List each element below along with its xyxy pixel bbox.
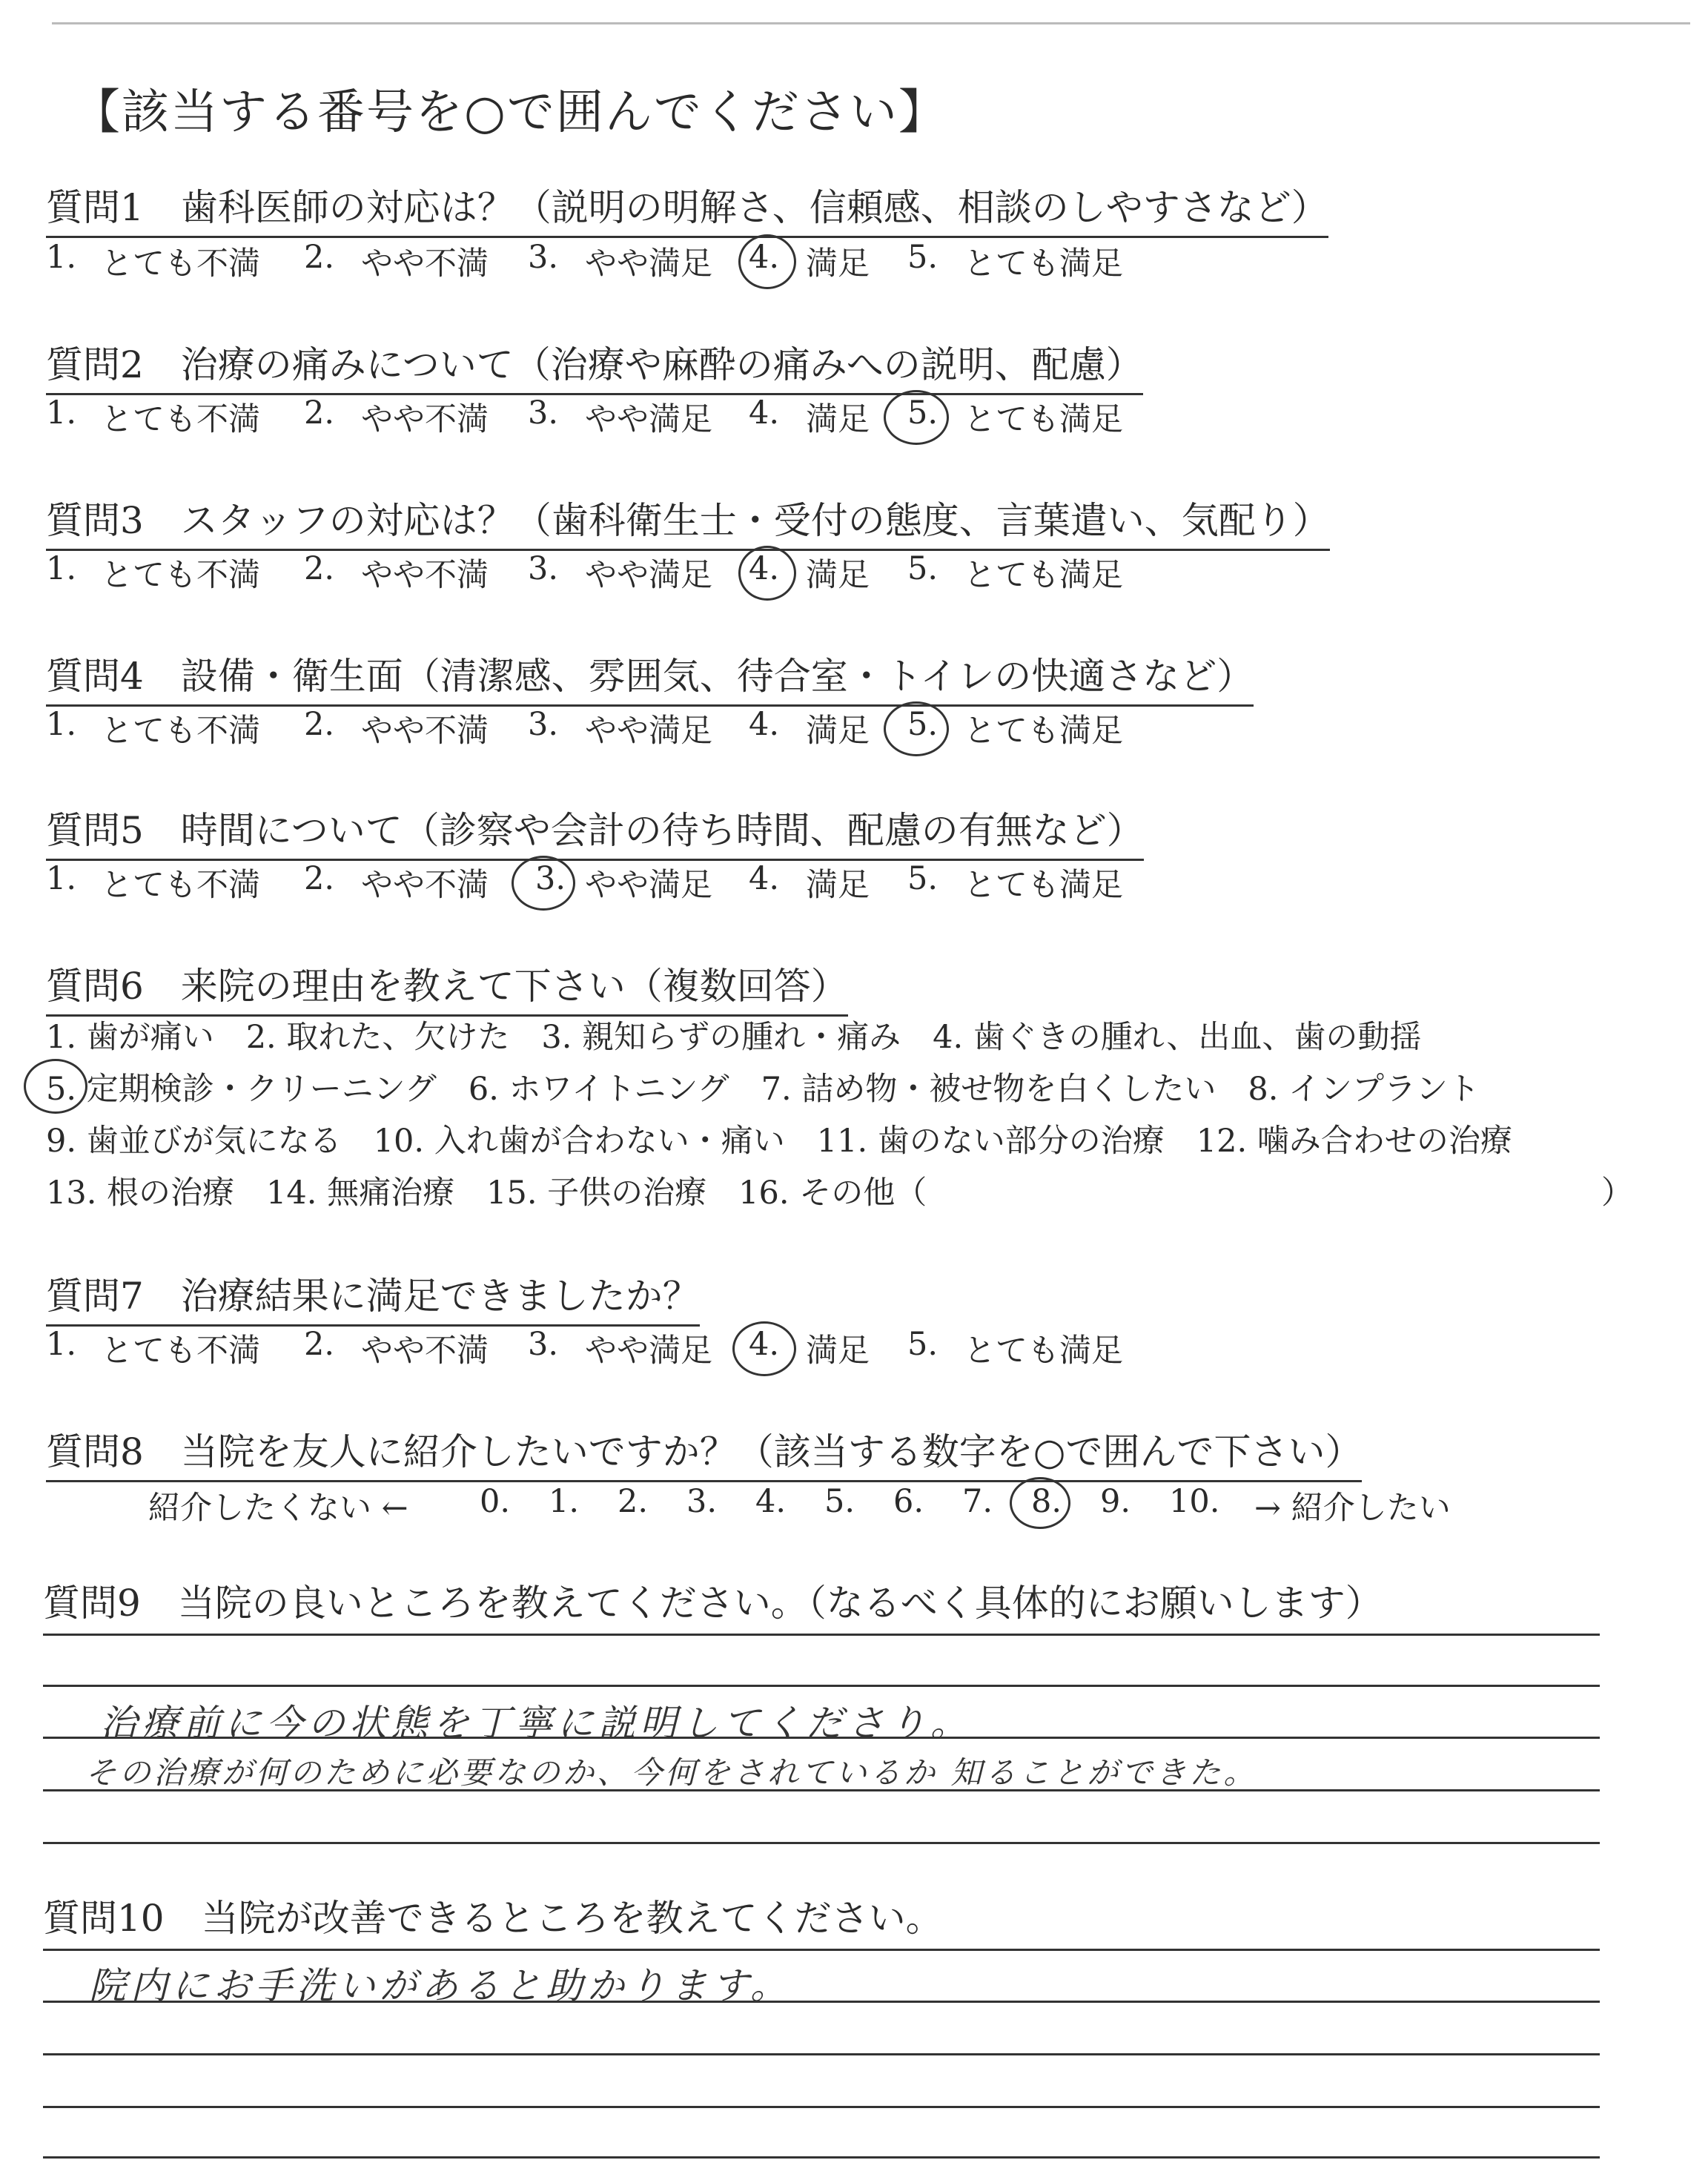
q6-other-close-paren: ） bbox=[1601, 1175, 1633, 1212]
q10-answer-rule-1 bbox=[43, 1949, 1600, 1951]
q3-opt-2-label: やや不満 bbox=[361, 557, 489, 594]
q2-opt-5-num[interactable]: 5. bbox=[907, 394, 939, 432]
q10-answer-rule-4 bbox=[43, 2106, 1600, 2108]
q4-opt-4-num[interactable]: 4. bbox=[749, 706, 780, 743]
q8-scale-6[interactable]: 6. bbox=[893, 1483, 924, 1520]
q7-opt-5-label: とても満足 bbox=[964, 1332, 1123, 1370]
q2-opt-2-num[interactable]: 2. bbox=[304, 394, 335, 432]
q9-answer-rule-5 bbox=[43, 1842, 1600, 1844]
q6-reason-line-2: 5. 定期検診・クリーニング 6. ホワイトニング 7. 詰め物・被せ物を白くしたい 8. インプラント bbox=[46, 1071, 1480, 1108]
q10-answer-rule-5 bbox=[43, 2156, 1600, 2159]
q8-scale-1[interactable]: 1. bbox=[549, 1483, 580, 1520]
q1-opt-5-num[interactable]: 5. bbox=[907, 239, 939, 276]
q7-opt-1-label: とても不満 bbox=[101, 1332, 260, 1370]
q7-opt-3-num[interactable]: 3. bbox=[528, 1326, 559, 1363]
q7-opt-2-label: やや不満 bbox=[361, 1332, 489, 1370]
q9-answer-rule-1 bbox=[43, 1634, 1600, 1636]
q2-opt-3-label: やや満足 bbox=[585, 401, 712, 438]
q4-opt-5-label: とても満足 bbox=[964, 713, 1123, 750]
q10-answer-rule-3 bbox=[43, 2053, 1600, 2055]
question-4-heading: 質問4 設備・衛生面（清潔感、雰囲気、待合室・トイレの快適さなど） bbox=[46, 647, 1254, 707]
q1-selection-circle bbox=[738, 234, 796, 289]
q4-opt-3-label: やや満足 bbox=[585, 713, 712, 750]
q5-selection-circle bbox=[512, 856, 575, 911]
q9-handwritten-line-2: その治療が何のために必要なのか、今何をされているか 知ることができた。 bbox=[85, 1754, 1258, 1791]
q8-scale-row bbox=[46, 1483, 1618, 1527]
q3-opt-1-label: とても不満 bbox=[101, 557, 260, 594]
q5-opt-1-label: とても不満 bbox=[101, 867, 260, 904]
q4-selection-circle bbox=[884, 701, 949, 756]
q5-opt-5-label: とても満足 bbox=[964, 867, 1123, 904]
q5-opt-1-num[interactable]: 1. bbox=[46, 860, 77, 897]
q7-opt-1-num[interactable]: 1. bbox=[46, 1326, 77, 1363]
q8-scale-4[interactable]: 4. bbox=[755, 1483, 787, 1520]
q8-scale-9[interactable]: 9. bbox=[1100, 1483, 1131, 1520]
q5-opt-4-label: 満足 bbox=[806, 867, 870, 904]
q5-opt-5-num[interactable]: 5. bbox=[907, 860, 939, 897]
question-1-heading: 質問1 歯科医師の対応は？（説明の明解さ、信頼感、相談のしやすさなど） bbox=[46, 178, 1328, 238]
q1-opt-4-num[interactable]: 4. bbox=[749, 239, 780, 276]
q8-scale-2[interactable]: 2. bbox=[618, 1483, 649, 1520]
question-6-heading: 質問6 来院の理由を教えて下さい（複数回答） bbox=[46, 957, 848, 1017]
question-2-heading: 質問2 治療の痛みについて（治療や麻酔の痛みへの説明、配慮） bbox=[46, 335, 1143, 395]
q8-scale-10[interactable]: 10. bbox=[1169, 1483, 1220, 1520]
q7-opt-4-label: 満足 bbox=[806, 1332, 870, 1370]
page-title: 【該当する番号を○で囲んでください】 bbox=[73, 85, 947, 140]
q7-selection-circle bbox=[732, 1321, 796, 1376]
q3-opt-3-num[interactable]: 3. bbox=[528, 550, 559, 587]
q2-opt-2-label: やや不満 bbox=[361, 401, 489, 438]
q8-scale-5[interactable]: 5. bbox=[824, 1483, 855, 1520]
q1-opt-1-label: とても不満 bbox=[101, 245, 260, 283]
question-7-heading: 質問7 治療結果に満足できましたか？ bbox=[46, 1266, 700, 1327]
q2-opt-4-label: 満足 bbox=[806, 401, 870, 438]
q9-handwritten-line-1: 治療前に今の状態を丁寧に説明してくださり。 bbox=[100, 1702, 972, 1745]
q8-right-label: → 紹介したい bbox=[1254, 1490, 1451, 1527]
q1-opt-2-label: やや不満 bbox=[361, 245, 489, 283]
q4-opt-2-label: やや不満 bbox=[361, 713, 489, 750]
q10-handwritten-line-1: 院内にお手洗いがあると助かります。 bbox=[89, 1964, 792, 2007]
q3-opt-3-label: やや満足 bbox=[585, 557, 712, 594]
q5-opt-3-label: やや満足 bbox=[585, 867, 712, 904]
q6-reason-line-4: 13. 根の治療 14. 無痛治療 15. 子供の治療 16. その他（ bbox=[46, 1175, 927, 1212]
q8-left-label: 紹介したくない ← bbox=[148, 1490, 408, 1527]
q3-opt-4-label: 満足 bbox=[806, 557, 870, 594]
q2-opt-5-label: とても満足 bbox=[964, 401, 1123, 438]
q1-opt-3-num[interactable]: 3. bbox=[528, 239, 559, 276]
q7-opt-3-label: やや満足 bbox=[585, 1332, 712, 1370]
q1-opt-5-label: とても満足 bbox=[964, 245, 1123, 283]
q8-scale-8[interactable]: 8. bbox=[1031, 1483, 1062, 1520]
q6-reason-line-3: 9. 歯並びが気になる 10. 入れ歯が合わない・痛い 11. 歯のない部分の治療 12. 噛み合わせの治療 bbox=[46, 1123, 1512, 1160]
q4-opt-3-num[interactable]: 3. bbox=[528, 706, 559, 743]
q4-opt-1-label: とても不満 bbox=[101, 713, 260, 750]
q3-opt-5-num[interactable]: 5. bbox=[907, 550, 939, 587]
q3-selection-circle bbox=[738, 546, 796, 601]
question-9-heading: 質問9 当院の良いところを教えてください。（なるべく具体的にお願いします） bbox=[43, 1582, 1383, 1625]
q6-reason-line-1: 1. 歯が痛い 2. 取れた、欠けた 3. 親知らずの腫れ・痛み 4. 歯ぐきの腫れ、出血、歯の動揺 bbox=[46, 1019, 1422, 1056]
q4-opt-5-num[interactable]: 5. bbox=[907, 706, 939, 743]
question-3-heading: 質問3 スタッフの対応は？（歯科衛生士・受付の態度、言葉遣い、気配り） bbox=[46, 491, 1330, 551]
q5-opt-3-num[interactable]: 3. bbox=[535, 860, 566, 897]
q7-opt-4-num[interactable]: 4. bbox=[749, 1326, 780, 1363]
q2-opt-4-num[interactable]: 4. bbox=[749, 394, 780, 432]
q3-opt-1-num[interactable]: 1. bbox=[46, 550, 77, 587]
q3-opt-5-label: とても満足 bbox=[964, 557, 1123, 594]
q4-opt-2-num[interactable]: 2. bbox=[304, 706, 335, 743]
q3-opt-4-num[interactable]: 4. bbox=[749, 550, 780, 587]
q4-opt-1-num[interactable]: 1. bbox=[46, 706, 77, 743]
question-8-heading: 質問8 当院を友人に紹介したいですか？（該当する数字を○で囲んで下さい） bbox=[46, 1422, 1362, 1482]
q1-opt-2-num[interactable]: 2. bbox=[304, 239, 335, 276]
q5-opt-2-label: やや不満 bbox=[361, 867, 489, 904]
q2-opt-1-label: とても不満 bbox=[101, 401, 260, 438]
q9-answer-rule-2 bbox=[43, 1685, 1600, 1687]
q1-opt-4-label: 満足 bbox=[806, 245, 870, 283]
q3-opt-2-num[interactable]: 2. bbox=[304, 550, 335, 587]
q6-selection-circle bbox=[24, 1059, 87, 1114]
q2-opt-3-num[interactable]: 3. bbox=[528, 394, 559, 432]
q8-scale-0[interactable]: 0. bbox=[480, 1483, 511, 1520]
q8-selection-circle bbox=[1010, 1477, 1070, 1529]
q7-opt-5-num[interactable]: 5. bbox=[907, 1326, 939, 1363]
question-5-heading: 質問5 時間について（診察や会計の待ち時間、配慮の有無など） bbox=[46, 801, 1144, 861]
q2-selection-circle bbox=[884, 390, 949, 445]
q8-scale-7[interactable]: 7. bbox=[962, 1483, 993, 1520]
q4-opt-4-label: 満足 bbox=[806, 713, 870, 750]
q1-opt-3-label: やや満足 bbox=[585, 245, 712, 283]
q8-scale-3[interactable]: 3. bbox=[686, 1483, 718, 1520]
question-10-heading: 質問10 当院が改善できるところを教えてください。 bbox=[43, 1897, 943, 1940]
q1-opt-1-num[interactable]: 1. bbox=[46, 239, 77, 276]
q7-opt-2-num[interactable]: 2. bbox=[304, 1326, 335, 1363]
top-edge-line bbox=[52, 22, 1690, 24]
q5-opt-2-num[interactable]: 2. bbox=[304, 860, 335, 897]
q2-opt-1-num[interactable]: 1. bbox=[46, 394, 77, 432]
q5-opt-4-num[interactable]: 4. bbox=[749, 860, 780, 897]
